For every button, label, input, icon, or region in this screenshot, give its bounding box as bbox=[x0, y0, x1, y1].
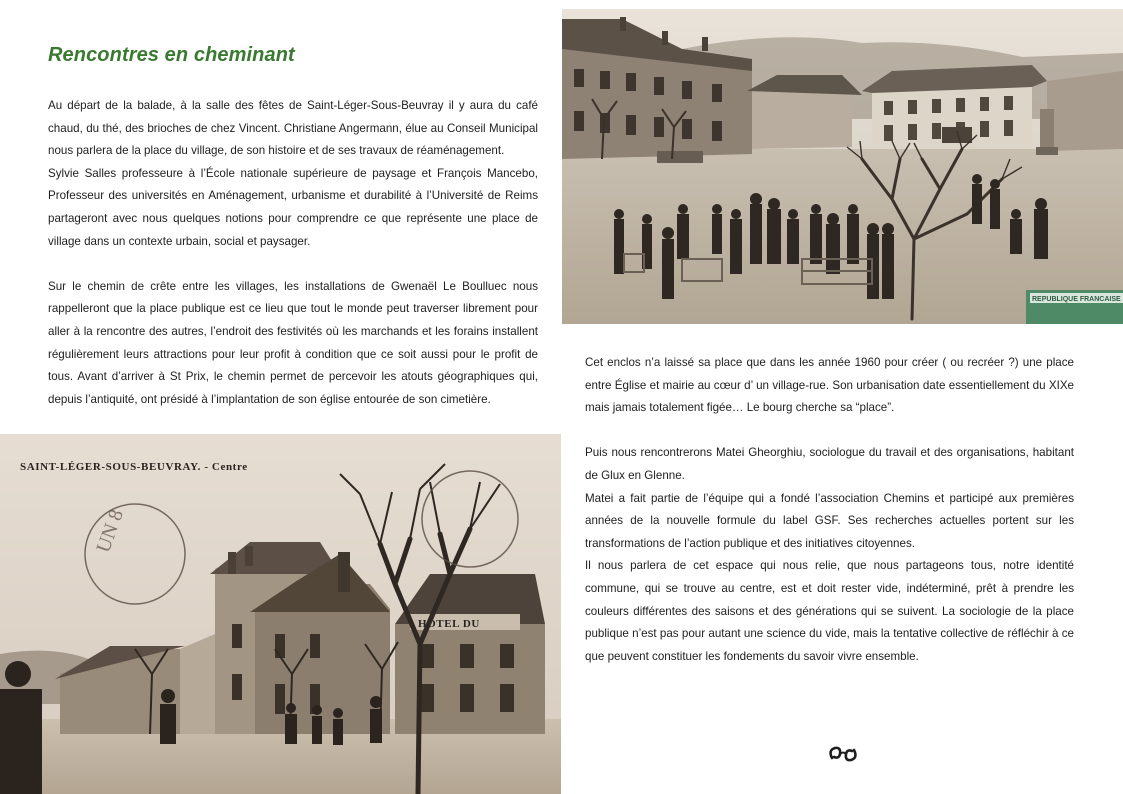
right-text-column bbox=[585, 352, 1074, 668]
page-title: Rencontres en cheminant bbox=[48, 44, 295, 66]
meeting-paragraph-1: Puis nous rencontrerons Matei Gheorghiu, sociologue du travail et des organisations, habitant de Glux en Glenne. bbox=[585, 446, 1074, 482]
ridge-path-paragraph: Sur le chemin de crête entre les villages, les installations de Gwenaël Le Boulluec nous rappelleront que la place publique est ce lieu que tout le monde peut traverser librement pour aller à la rencontre des autres, l’endroit des festivités où les marchands et les forains installent régulièrement leurs attractions pour leur profit à condition que ce soit aussi pour le profit de tous. Avant d’arriver à St Prix, le chemin permet de percevoir les atouts géographiques qui, depuis l’antiquité, ont présidé à l’implantation de son église entourée de son cimetière. bbox=[48, 279, 538, 406]
hotel-sign: HOTEL DU bbox=[418, 618, 480, 630]
swirl-ornament-icon bbox=[826, 742, 860, 766]
enclosure-paragraph: Cet enclos n’a laissé sa place que dans les année 1960 pour créer ( ou recréer ?) une place entre Église et mairie au cœur d’ un village-rue. Son urbanisation date essentiellement du XIXe mais jamais totalement figée… Le bourg cherche sa “place”. bbox=[585, 356, 1074, 415]
meeting-paragraph-3: Il nous parlera de cet espace qui nous relie, que nous partageons tous, notre identité commune, qui se trouve au centre, est et doit rester vide, indéterminé, prêt à prendre les couleurs différentes des saisons et des générations qui se suivent. La sociologie de la place publique n’est pas pour autant une science du vide, mais la tentative collective de réfléchir à ce que peuvent constituer les fondements du savoir vivre ensemble. bbox=[585, 559, 1074, 663]
intro-paragraph-1: Au départ de la balade, à la salle des fêtes de Saint-Léger-Sous-Beuvray il y aura du café chaud, du thé, des brioches de chez Vincent. Christiane Angermann, élue au Conseil Municipal nous parlera de la place du village, de son histoire et de ses travaux de réaménagement. bbox=[48, 99, 538, 158]
stamp-text: REPUBLIQUE FRANCAISE bbox=[1032, 296, 1121, 303]
left-text-column bbox=[48, 95, 538, 411]
village-square-photo bbox=[562, 9, 1123, 324]
meeting-paragraph-2: Matei a fait partie de l’équipe qui a fondé l’association Chemins et participé aux premières années de la nouvelle formule du label GSF. Ses recherches actuelles portent sur les transformations de l’action publique et des initiatives citoyennes. bbox=[585, 491, 1074, 550]
postcard-caption: SAINT-LÉGER-SOUS-BEUVRAY. - Centre bbox=[20, 461, 248, 473]
svg-text:UN 8: UN 8 bbox=[92, 506, 128, 556]
intro-paragraph-2: Sylvie Salles professeure à l’École nationale supérieure de paysage et François Mancebo, Professeur des universités en Aménagement, urbanisme et durabilité à l’Université de Reims partageront avec nous quelques notions pour comprendre ce que représente une place de village dans un contexte urbain, social et paysager. bbox=[48, 166, 538, 248]
postcard-photo bbox=[0, 434, 561, 794]
